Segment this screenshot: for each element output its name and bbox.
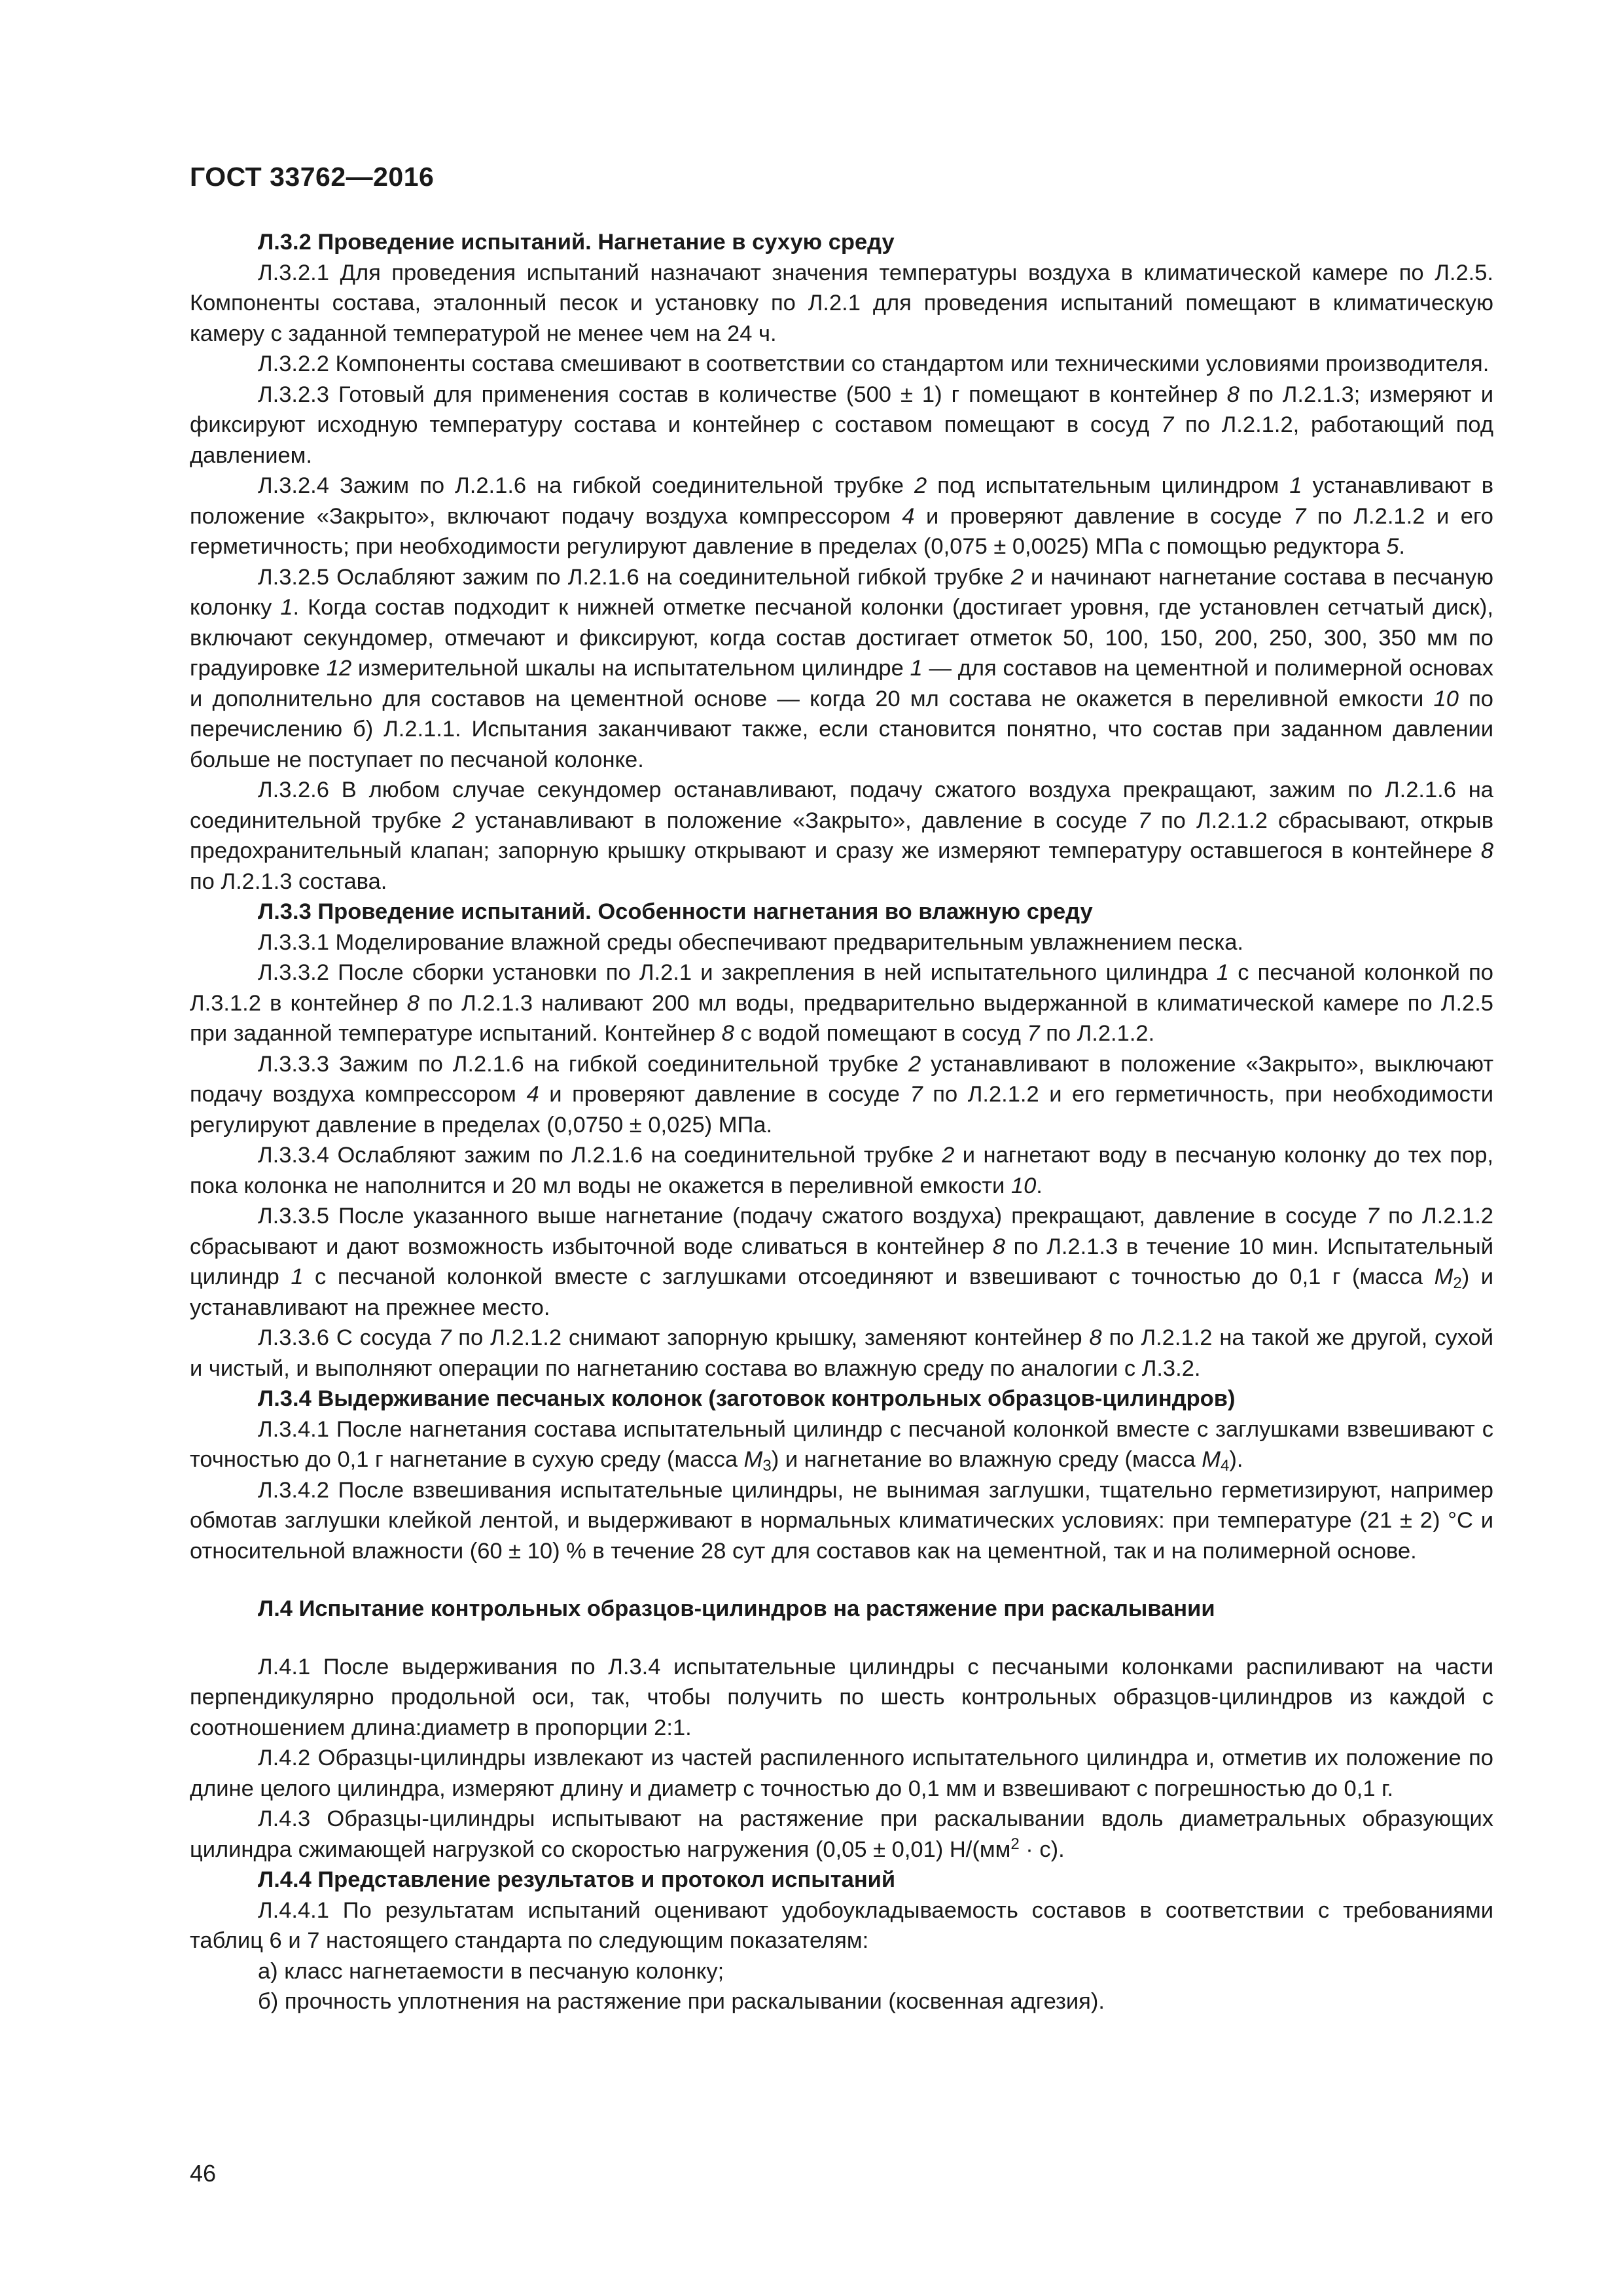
- text-run: 1: [280, 595, 293, 620]
- text-run: 2: [1010, 1835, 1020, 1853]
- text-run: Л.3.3.3 Зажим по Л.2.1.6 на гибкой соединительной трубке: [258, 1051, 908, 1077]
- list-item: б) прочность уплотнения на растяжение при раскалывании (косвенная адгезия).: [258, 1989, 1105, 2014]
- text-run: Л.3.3.4 Ослабляют зажим по Л.2.1.6 на соединительной трубке: [258, 1143, 942, 1168]
- text-run: по Л.2.1.2 и его герметичность, при необходимости регулируют давление в пределах (0,0750 ± 0,025) МПа.: [190, 1082, 1494, 1138]
- text-run: измерительной шкалы на испытательном цилиндре: [351, 656, 910, 681]
- text-run: 8: [992, 1234, 1005, 1259]
- text-run: — для составов на цементной и полимерной основах и дополнительно для составов на цементной основе — когда 20 мл состава не окажется в переливной емкости: [190, 656, 1493, 711]
- text-run: и проверяют давление в сосуде: [539, 1082, 910, 1107]
- text-run: устанавливают в положение «Закрыто», выключают подачу воздуха компрессором: [190, 1051, 1494, 1107]
- text-run: 2: [1010, 564, 1024, 590]
- text-run: 7: [1137, 808, 1150, 833]
- standard-header: ГОСТ 33762—2016: [190, 162, 435, 192]
- text-run: M: [743, 1447, 763, 1472]
- text-run: .: [1399, 534, 1406, 559]
- text-run: 3: [762, 1457, 772, 1475]
- paragraph: Л.3.4.2 После взвешивания испытательные цилиндры, не вынимая заглушки, тщательно герметизируют, например обмотав заглушки клейкой лентой, и выдерживают в нормальных климатических условиях: при температуре (21 ± 2) °С и относительной влажности (60 ± 10) % в течение 28 сут для составов как на цементной, так и на полимерной основе.: [190, 1477, 1493, 1564]
- text-run: под испытательным цилиндром: [927, 473, 1290, 498]
- text-run: Л.3.3.5 После указанного выше нагнетание (подачу сжатого воздуха) прекращают, давление в сосуде: [258, 1204, 1366, 1229]
- text-run: с песчаной колонкой вместе с заглушками отсоединяют и взвешивают с точностью до 0,1 г (масса: [303, 1265, 1435, 1289]
- text-run: Л.3.2.5 Ослабляют зажим по Л.2.1.6 на соединительной гибкой трубке: [258, 564, 1011, 590]
- text-run: 2: [1453, 1274, 1462, 1292]
- text-run: по Л.2.1.3 в течение 10 мин. Испытательный цилиндр: [190, 1234, 1494, 1289]
- paragraph: [190, 775, 1493, 897]
- text-run: 7: [1027, 1021, 1040, 1046]
- text-run: 2: [908, 1051, 921, 1077]
- text-run: ).: [1229, 1447, 1243, 1472]
- paragraph: [190, 562, 1493, 776]
- text-run: 4: [1220, 1457, 1230, 1475]
- text-run: · с).: [1019, 1837, 1065, 1862]
- chapter-heading: Л.4 Испытание контрольных образцов-цилиндров на растяжение при раскалывании: [258, 1596, 1215, 1621]
- text-run: Л.3.4.1 После нагнетания состава испытательный цилиндр с песчаной колонкой вместе с заглушками взвешивают с точностью до 0,1 г нагнетание в сухую среду (масса: [190, 1416, 1493, 1472]
- text-run: 8: [1480, 838, 1493, 863]
- text-run: 7: [1293, 503, 1306, 529]
- text-run: 8: [721, 1021, 734, 1046]
- text-run: 2: [942, 1143, 955, 1168]
- paragraph: [190, 471, 1493, 562]
- section-heading: Л.3.2 Проведение испытаний. Нагнетание в сухую среду: [258, 230, 895, 255]
- section-heading: Л.3.3 Проведение испытаний. Особенности нагнетания во влажную среду: [258, 899, 1093, 924]
- text-run: 8: [406, 990, 419, 1016]
- paragraph: Л.4.4.1 По результатам испытаний оценивают удобоукладываемость составов в соответствии с требованиями таблиц 6 и 7 настоящего стандарта по следующим показателям:: [190, 1897, 1493, 1953]
- text-run: с водой помещают в сосуд: [734, 1021, 1027, 1046]
- text-run: 2: [914, 473, 927, 498]
- text-run: ) и устанавливают на прежнее место.: [190, 1265, 1493, 1320]
- text-run: . Когда состав подходит к нижней отметке песчаной колонки (достигает уровня, где установлен сетчатый диск), включают секундомер, отмечают и фиксируют, когда состав достигает отметок 50, 100, 150, 200, 250, 300, 350 мм по градуировке: [190, 595, 1493, 681]
- text-run: по Л.2.1.2 и его герметичность; при необходимости регулируют давление в пределах (0,075 ± 0,0025) МПа с помощью редуктора: [190, 503, 1493, 559]
- text-run: 8: [1089, 1325, 1102, 1350]
- text-run: 2: [452, 808, 465, 833]
- text-run: 4: [902, 503, 915, 529]
- text-run: Л.3.2.6 В любом случае секундомер останавливают, подачу сжатого воздуха прекращают, зажим по Л.2.1.6 на соединительной трубке: [190, 778, 1493, 833]
- text-run: 10: [1010, 1173, 1037, 1198]
- section-heading: Л.3.4 Выдерживание песчаных колонок (заготовок контрольных образцов-цилиндров): [258, 1386, 1236, 1411]
- paragraph: Л.3.3.1 Моделирование влажной среды обеспечивают предварительным увлажнением песка.: [258, 929, 1243, 955]
- text-run: и нагнетают воду в песчаную колонку до тех пор, пока колонка не наполнится и 20 мл воды не окажется в переливной емкости: [190, 1143, 1494, 1198]
- text-run: Л.3.2.4 Зажим по Л.2.1.6 на гибкой соединительной трубке: [258, 473, 914, 498]
- paragraph: [190, 958, 1493, 1049]
- paragraph: Л.4.2 Образцы-цилиндры извлекают из частей распиленного испытательного цилиндра и, отметив их положение по длине целого цилиндра, измеряют длину и диаметр с точностью до 0,1 мм и взвешивают с погрешностью до 0,1 г.: [190, 1746, 1493, 1801]
- text-run: 1: [291, 1265, 304, 1289]
- text-run: по Л.2.1.2 сбрасывают и дают возможность избыточной воде сливаться в контейнер: [190, 1204, 1493, 1259]
- text-run: 7: [1366, 1204, 1380, 1229]
- text-run: Л.3.3.2 После сборки установки по Л.2.1 и закрепления в ней испытательного цилиндра: [258, 960, 1217, 985]
- text-run: ) и нагнетание во влажную среду (масса: [771, 1447, 1202, 1472]
- text-run: M: [1434, 1265, 1454, 1289]
- document-body: [190, 227, 1493, 2017]
- text-run: по перечислению б) Л.2.1.1. Испытания заканчивают также, если становится понятно, что состав при заданном давлении больше не поступает по песчаной колонке.: [190, 686, 1493, 772]
- list-item: а) класс нагнетаемости в песчаную колонку;: [258, 1958, 724, 1984]
- text-run: и проверяют давление в сосуде: [914, 503, 1294, 529]
- text-run: 7: [1161, 412, 1174, 437]
- text-run: по Л.2.1.2 на такой же другой, сухой и чистый, и выполняют операции по нагнетанию состава во влажную среду по аналогии с Л.3.2.: [190, 1325, 1494, 1381]
- text-run: по Л.2.1.2.: [1039, 1021, 1155, 1046]
- paragraph: [190, 1140, 1493, 1201]
- text-run: M: [1202, 1447, 1221, 1472]
- text-run: 8: [1226, 382, 1240, 407]
- text-run: устанавливают в положение «Закрыто», включают подачу воздуха компрессором: [190, 473, 1494, 529]
- text-run: 7: [438, 1325, 452, 1350]
- text-run: по Л.2.1.3 состава.: [190, 869, 387, 894]
- text-run: устанавливают в положение «Закрыто», давление в сосуде: [465, 808, 1138, 833]
- text-run: по Л.2.1.2, работающий под давлением.: [190, 412, 1493, 468]
- text-run: Л.3.3.6 С сосуда: [258, 1325, 439, 1350]
- paragraph: Л.3.2.1 Для проведения испытаний назначают значения температуры воздуха в климатической камере по Л.2.5. Компоненты состава, эталонный песок и установку по Л.2.1 для проведения испытаний помещают в климатическую камеру с заданной температурой не менее чем на 24 ч.: [190, 260, 1493, 346]
- text-run: по Л.2.1.3 наливают 200 мл воды, предварительно выдержанной в климатической камере по Л.2.5 при заданной температуре испытаний. Контейнер: [190, 990, 1493, 1046]
- paragraph: [190, 380, 1493, 471]
- section-heading: Л.4.4 Представление результатов и протокол испытаний: [258, 1867, 896, 1892]
- text-run: 10: [1433, 686, 1459, 711]
- text-run: Л.4.3 Образцы-цилиндры испытывают на растяжение при раскалывании вдоль диаметральных образующих цилиндра сжимающей нагрузкой со скоростью нагружения (0,05 ± 0,01) Н/(мм: [190, 1806, 1493, 1862]
- paragraph: [190, 1201, 1493, 1323]
- paragraph: [190, 1323, 1493, 1384]
- paragraph: [190, 1049, 1493, 1141]
- text-run: по Л.2.1.2 сбрасывают, открыв предохранительный клапан; запорную крышку открывают и сразу же измеряют температуру оставшегося в контейнере: [190, 808, 1494, 863]
- text-run: по Л.2.1.3; измеряют и фиксируют исходную температуру состава и контейнер с составом помещают в сосуд: [190, 382, 1493, 437]
- paragraph: [190, 1414, 1493, 1475]
- text-run: 4: [526, 1082, 539, 1107]
- text-run: с песчаной колонкой по Л.3.1.2 в контейнер: [190, 960, 1493, 1016]
- text-run: 12: [326, 656, 352, 681]
- text-run: по Л.2.1.2 снимают запорную крышку, заменяют контейнер: [451, 1325, 1090, 1350]
- paragraph: Л.3.2.2 Компоненты состава смешивают в соответствии со стандартом или техническими условиями производителя.: [258, 351, 1489, 376]
- paragraph: [190, 1804, 1493, 1865]
- paragraph: Л.4.1 После выдерживания по Л.3.4 испытательные цилиндры с песчаными колонками распиливают на части перпендикулярно продольной оси, так, чтобы получить по шесть контрольных образцов-цилиндров из каждой с соотношением длина:диаметр в пропорции 2:1.: [190, 1654, 1493, 1740]
- text-run: 1: [1289, 473, 1302, 498]
- page-number: 46: [190, 2160, 217, 2187]
- text-run: и начинают нагнетание состава в песчаную колонку: [190, 564, 1494, 620]
- text-run: 1: [910, 656, 923, 681]
- text-run: 5: [1386, 534, 1399, 559]
- text-run: 7: [910, 1082, 923, 1107]
- text-run: .: [1036, 1173, 1043, 1198]
- text-run: 1: [1216, 960, 1229, 985]
- text-run: Л.3.2.3 Готовый для применения состав в количестве (500 ± 1) г помещают в контейнер: [258, 382, 1227, 407]
